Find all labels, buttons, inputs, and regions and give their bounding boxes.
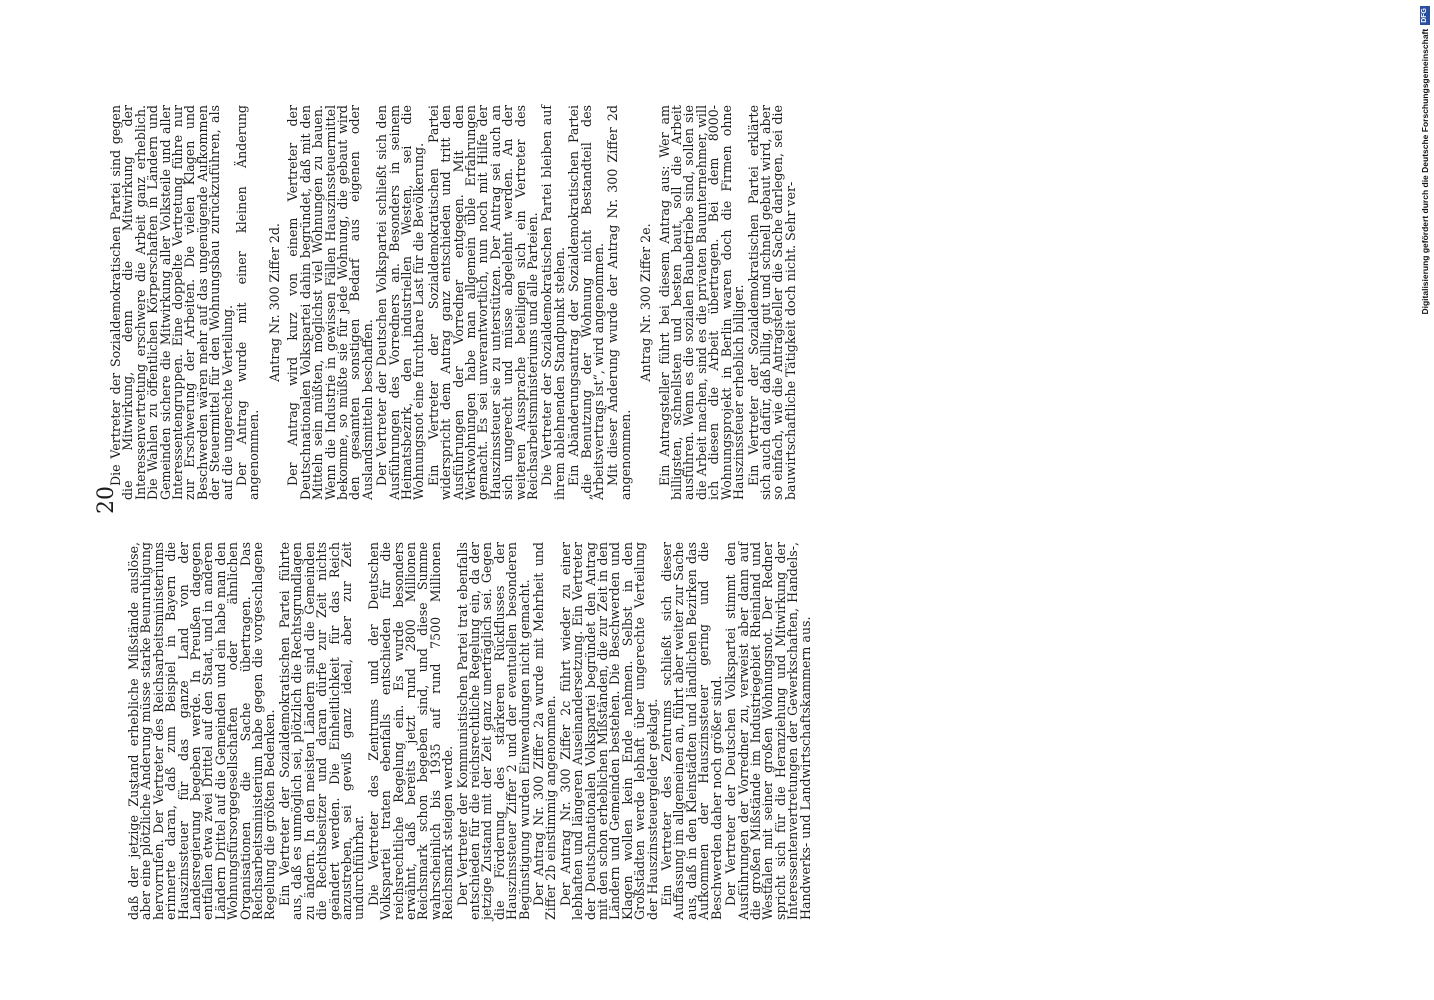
left-paragraph-8: Der Vertreter der Deutschen Volkspartei stimmt den Ausführungen der Vorredner zu, verweist aber dann auf die großen Mißstände im Industriegebiet Rheinland und Westfalen mit seiner großen Wohnungsnot. Der Redner spricht sich für die Heranziehung und Mitwirkung der Interessentenvertretungen der Gewerkschaften, Handels-, Handwerks- und Landwirtschaftskammern aus. bbox=[723, 542, 813, 920]
right-paragraph-1: Die Vertreter der Sozialdemokratischen Partei sind gegen die Mitwirkung, denn die Mitwirkung der Interessenvertretung erschwere die Arbeit ganz erheblich. Die Wahlen zu öffentlichen Körperschaften in Ländern und Gemeinden sichere die Mitwirkung aller Volksteile und aller Interessentengruppen. Eine doppelte Vertretung führe nur zur Erschwerung der Arbeiten. Die vielen Klagen und Beschwerden wären mehr auf das ungenügende Aufkommen der Steuermittel für den Wohnungsbau zurückzuführen, als auf die ungerechte Verteilung. bbox=[108, 105, 235, 500]
right-paragraph-5: Ein Vertreter der Sozialdemokratischen Partei widerspricht dem Antrag ganz entschieden und tritt den Ausführungen der Vorredner entgegen. Mit den Werkwohnungen habe man allgemein üble Erfahrungen gemacht. Es sei unverantwortlich, nun noch mit Hilfe der Hauszinssteuer sie zu unterstützen. Der Antrag sei auch an sich ungerecht und müsse abgelehnt werden. An der weiteren Aussprache beteiligen sich ein Vertreter des Reichsarbeitsministeriums und alle Parteien. bbox=[425, 105, 540, 500]
right-paragraph-9: Ein Antragsteller führt bei diesem Antrag aus: Wer am billigsten, schnellsten und besten baut, soll die Arbeit ausführen. Wenn es die sozialen Baubetriebe sind, sollen sie die Arbeit machen, sind es die privaten Bauunternehmer, will ich diesen die Arbeit übertragen. Bei dem 8000-Wohnungsprojekt in Berlin waren doch die Firmen ohne Hauszinssteuer erheblich billiger. bbox=[656, 105, 747, 500]
left-paragraph-2: Ein Vertreter der Sozialdemokratischen Partei führte aus, daß es unmöglich sei, plötzlich die Rechtsgrundlagen zu ändern. In den meisten Ländern sind die Gemeinden die Rechtsbesitzer und daran dürfe zur Zeit nichts geändert werden. Die Einheitlichkeit für das Reich anzustreben, sei gewiß ganz ideal, aber zur Zeit undurchführbar. bbox=[276, 542, 367, 920]
left-paragraph-7: Ein Vertreter des Zentrums schließt sich dieser Auffassung im allgemeinen an, führt aber weiter zur Sache aus, daß in den Kleinstädten und ländlichen Bezirken das Aufkommen der Hauszinssteuer gering und die Beschwerden daher noch größer sind. bbox=[659, 542, 724, 920]
left-paragraph-1: daß der jetzige Zustand erhebliche Mißstände auslöse, aber eine plötzliche Änderung müsse starke Beunruhigung hervorrufen. Der Vertreter des Reichsarbeitsministeriums erinnerte daran, daß zum Beispiel in Bayern die Hauszinssteuer für das ganze Land von der Landesregierung begeben werde. In Preußen dagegen entfallen etwa zwei Drittel auf den Staat, und in anderen Ländern Drittel auf die Gemeinden und ein habe man den Wohnungsfürsorgegesellschaften oder ähnlichen Organisationen die Sache übertragen. Das Reichsarbeitsministerium habe gegen die vorgeschlagene Regelung die größten Bedenken. bbox=[126, 542, 278, 920]
right-paragraph-7: Ein Abänderungsantrag der Sozialdemokratischen Partei „die Benutzung der Wohnung nicht Bestandteil des Arbeitsvertrags ist“, wird angenommen. bbox=[566, 105, 607, 500]
right-column bbox=[110, 105, 799, 500]
dfg-logo: DFG bbox=[1421, 8, 1428, 23]
left-paragraph-4: Der Vertreter der Kommunistischen Partei trat ebenfalls entschieden für die reichsrechtliche Regelung ein, da der jetzige Zustand mit der Zeit ganz unerträglich sei. Gegen die Förderung des stärkeren Rückflusses der Hauszinssteuer Ziffer 2 und der eventuellen besonderen Begünstigung wurden Einwendungen nicht gemacht. bbox=[454, 542, 532, 920]
section-heading-2d: Antrag Nr. 300 Ziffer 2d. bbox=[266, 223, 282, 382]
digitization-note-text: Digitalisierung gefördert durch die Deutsche Forschungsgemeinschaft bbox=[1420, 28, 1430, 315]
page-number: 20 bbox=[94, 486, 119, 514]
left-column bbox=[128, 542, 814, 920]
left-paragraph-6: Der Antrag Nr. 300 Ziffer 2c führt wieder zu einer lebhaften und längeren Auseinandersetzung. Ein Vertreter der Deutschnationalen Volkspartei begründet den Antrag mit den schon erheblichen Mißständen, die zur Zeit in den Ländern und Gemeinden bestehen. Die Beschwerden und Klagen wollen kein Ende nehmen. Selbst in den Großstädten werde lebhaft über ungerechte Verteilung der Hauszinssteuergelder geklagt. bbox=[557, 542, 660, 920]
right-paragraph-2: Der Antrag wurde mit einer kleinen Änderung angenommen. bbox=[234, 105, 262, 500]
right-paragraph-3: Der Antrag wird kurz von einem Vertreter der Deutschnationalen Volkspartei dahin begründet, daß mit den Mitteln sein müßten, möglichst viel Wohnungen zu bauen. Wenn die Industrie in gewissen Fällen Hauszinssteuermittel bekomme, so müßte sie für jede Wohnung, die gebaut wird den gesamten sonstigen Bedarf aus eigenen oder Auslandsmitteln beschaffen. bbox=[285, 105, 375, 500]
section-heading-2e: Antrag Nr. 300 Ziffer 2e. bbox=[638, 223, 654, 382]
rotated-text-block bbox=[94, 100, 1290, 920]
left-paragraph-5: Der Antrag Nr. 300 Ziffer 2a wurde mit Mehrheit und Ziffer 2b einstimmig angenommen. bbox=[531, 542, 559, 920]
right-paragraph-6: Die Vertreter der Sozialdemokratischen Partei bleiben auf ihrem ablehnenden Standpunkt stehen. bbox=[539, 105, 567, 500]
right-paragraph-8: Mit dieser Änderung wurde der Antrag Nr. 300 Ziffer 2d angenommen. bbox=[605, 105, 633, 500]
left-paragraph-3: Die Vertreter des Zentrums und der Deutschen Volkspartei traten ebenfalls entschieden für die reichsrechtliche Regelung ein. Es wurde besonders erwähnt, daß bereits jetzt rund 2800 Millionen Reichsmark schon begeben sind, und diese Summe wahrscheinlich bis 1935 auf rund 7500 Millionen Reichsmark steigen werde. bbox=[365, 542, 456, 920]
digitization-note bbox=[1418, 6, 1432, 396]
right-paragraph-4: Der Vertreter der Deutschen Volkspartei schließt sich den Ausführungen des Vorredners an. Besonders in seinem Heimatsbezirk, den industriellen Westen, sei die Wohnungsnot eine furchtbare Last für die Bevölkerung. bbox=[374, 105, 427, 500]
right-paragraph-10: Ein Vertreter der Sozialdemokratischen Partei erklärte sich auch dafür, daß billig, gut und schnell gebaut wird, aber so einfach, wie die Antragsteller die Sache darlegen, sei die bauwirtschaftliche Tätigkeit doch nicht. Sehr ver- bbox=[745, 105, 798, 500]
